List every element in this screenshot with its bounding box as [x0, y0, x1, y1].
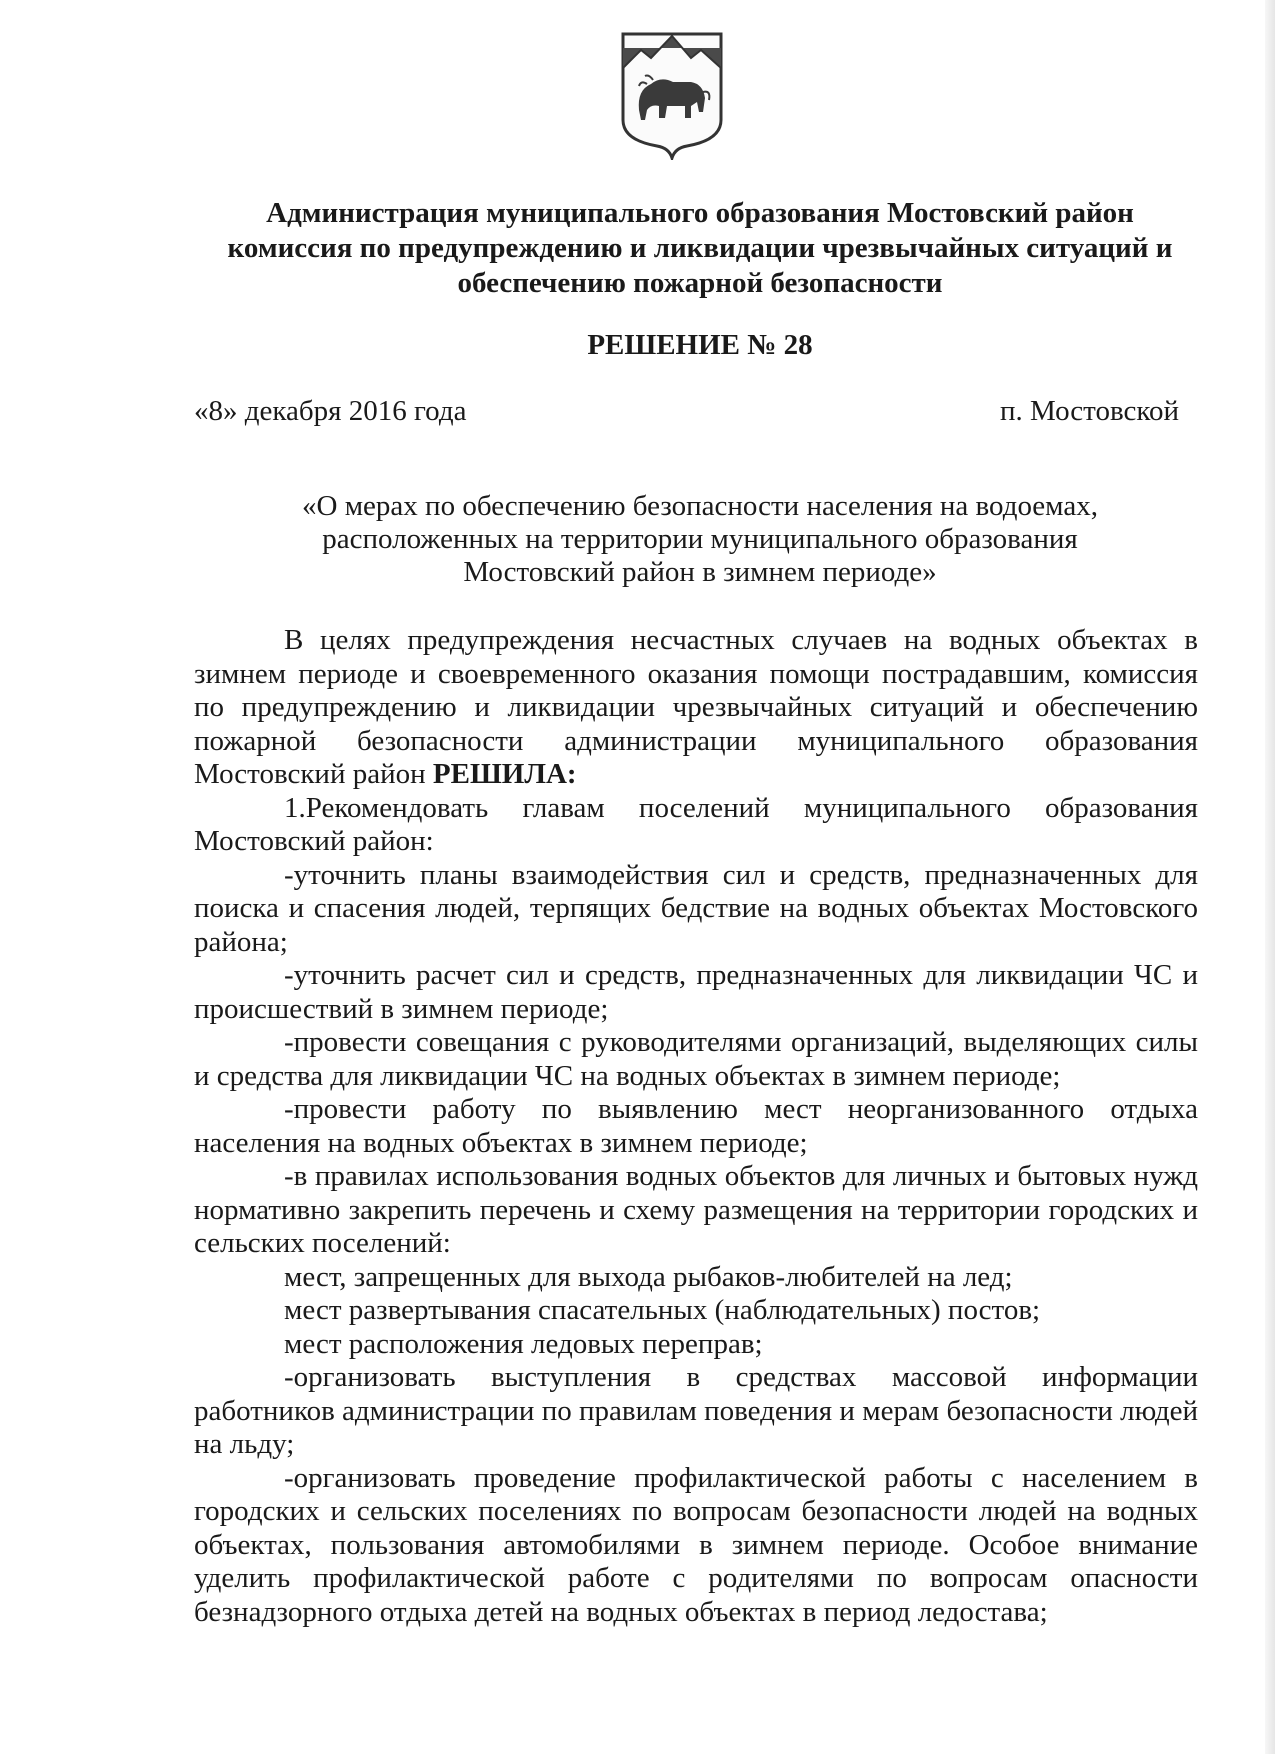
- decision-subject: [200, 490, 1200, 589]
- intro-text: В целях предупреждения несчастных случаев на водных объектах в зимнем периоде и своевременного оказания помощи пострадавшим, комиссия по предупреждению и ликвидации чрезвычайных ситуаций и обеспечению пожарной безопасности администрации муниципального образования Мостовский район: [194, 624, 1198, 790]
- decision-place: п. Мостовской: [1000, 395, 1179, 427]
- body-paragraph: -провести работу по выявлению мест неорганизованного отдыха населения на водных объектах в зимнем периоде;: [194, 1093, 1198, 1159]
- body-paragraph: мест расположения ледовых переправ;: [284, 1327, 763, 1360]
- document-body: [194, 624, 1198, 1629]
- body-paragraph: -организовать выступления в средствах массовой информации работников администрации по правилам поведения и мерам безопасности людей на льду;: [194, 1361, 1198, 1460]
- body-paragraph: -в правилах использования водных объектов для личных и бытовых нужд нормативно закрепить перечень и схему размещения на территории городских и сельских поселений:: [194, 1160, 1198, 1259]
- header-line: обеспечению пожарной безопасности: [457, 267, 943, 299]
- body-paragraph: мест развертывания спасательных (наблюдательных) постов;: [284, 1294, 1041, 1326]
- body-paragraph: 1.Рекомендовать главам поселений муниципального образования Мостовский район:: [194, 791, 1198, 857]
- header-line: Администрация муниципального образования Мостовский район: [266, 197, 1134, 229]
- decision-title: РЕШЕНИЕ № 28: [587, 329, 813, 361]
- body-paragraph: -уточнить расчет сил и средств, предназначенных для ликвидации ЧС и происшествий в зимнем периоде;: [194, 959, 1198, 1025]
- coat-of-arms-icon: [617, 28, 727, 160]
- document-header: [150, 196, 1250, 301]
- intro-paragraph: [194, 624, 1198, 792]
- scan-edge: [1265, 0, 1275, 1754]
- header-line: комиссия по предупреждению и ликвидации чрезвычайных ситуаций и: [227, 232, 1173, 264]
- subject-line: расположенных на территории муниципального образования: [322, 523, 1078, 555]
- decision-date: «8» декабря 2016 года: [194, 395, 467, 427]
- body-paragraph: -уточнить планы взаимодействия сил и средств, предназначенных для поиска и спасения людей, терпящих бедствие на водных объектах Мостовского района;: [194, 858, 1198, 958]
- body-paragraph: -провести совещания с руководителями организаций, выделяющих силы и средства для ликвидации ЧС на водных объектах в зимнем периоде;: [194, 1026, 1198, 1092]
- body-paragraph: -организовать проведение профилактической работы с населением в городских и сельских поселениях по вопросам безопасности людей на водных объектах, пользования автомобилями в зимнем периоде. Особое внимание уделить профилактической работе с родителями по вопросам опасности безнадзорного отдыха детей на водных объектах в период ледостава;: [194, 1461, 1198, 1628]
- subject-line: Мостовский район в зимнем периоде»: [463, 556, 937, 588]
- body-paragraph: мест, запрещенных для выхода рыбаков-любителей на лед;: [284, 1260, 1013, 1293]
- subject-line: «О мерах по обеспечению безопасности населения на водоемах,: [302, 490, 1098, 522]
- resolved-label: РЕШИЛА:: [432, 758, 577, 790]
